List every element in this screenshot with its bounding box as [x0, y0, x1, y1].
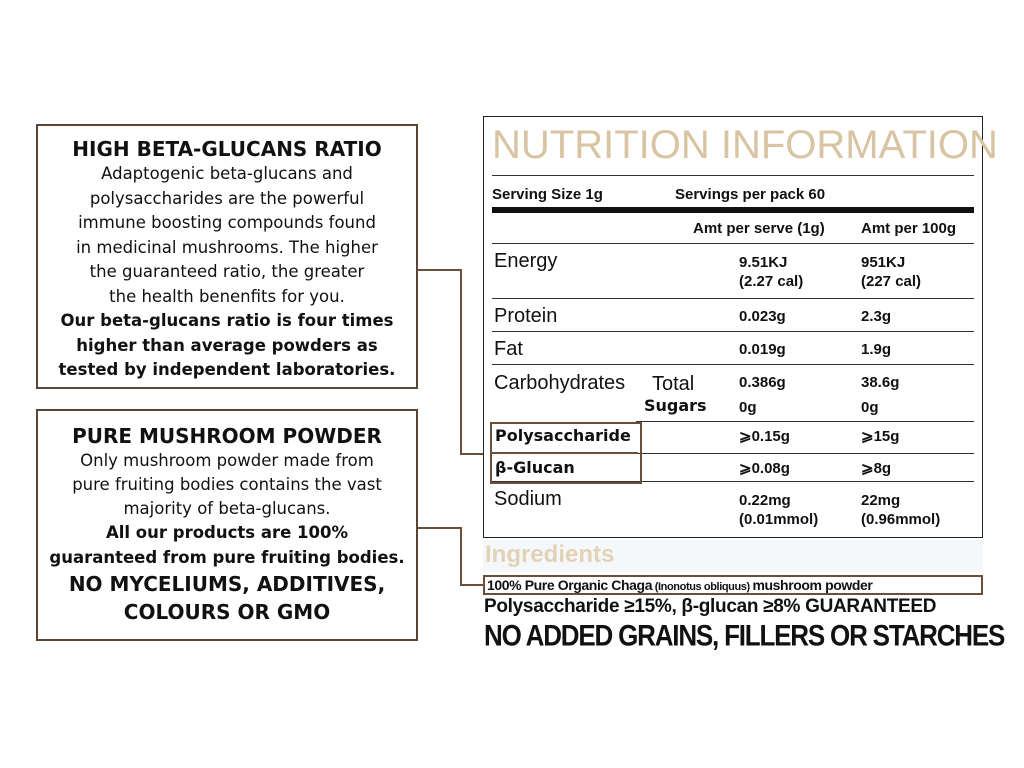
- energy-per100-cal: (227 cal): [861, 273, 922, 290]
- beta-text-line: polysaccharides are the powerful: [89, 188, 365, 208]
- energy-per100: 951KJ: [861, 254, 906, 271]
- glucan-per100: ⩾8g: [861, 460, 892, 477]
- row-label-beta-glucan: β-Glucan: [495, 458, 575, 477]
- ingredient-latin-name: (Inonotus obliquus): [652, 581, 753, 593]
- beta-text-line: the health benenfits for you.: [109, 286, 345, 306]
- ingredients-title: Ingredients: [485, 541, 615, 568]
- connector-line: [460, 584, 484, 586]
- connector-line: [418, 269, 462, 271]
- polysaccharide-per100: ⩾15g: [861, 428, 900, 445]
- energy-serve: 9.51KJ: [739, 254, 788, 271]
- carbs-total-label: Total: [652, 373, 695, 395]
- pure-powder-info-box: [36, 409, 418, 641]
- ingredient-name: 100% Pure Organic Chaga: [487, 577, 653, 593]
- sodium-per100-mmol: (0.96mmol): [861, 511, 941, 528]
- pure-text-line: Only mushroom powder made from: [80, 451, 374, 470]
- sodium-serve-mmol: (0.01mmol): [739, 511, 819, 528]
- divider: [492, 298, 974, 299]
- sodium-serve: 0.22mg: [739, 492, 791, 509]
- ingredients-main-line: [483, 575, 983, 595]
- pure-powder-title: PURE MUSHROOM POWDER: [72, 424, 382, 448]
- serving-size: Serving Size 1g: [492, 186, 603, 203]
- thick-divider: [492, 207, 974, 213]
- connector-line: [418, 527, 462, 529]
- pure-text-line: majority of beta-glucans.: [123, 499, 331, 518]
- row-label-protein: Protein: [494, 305, 558, 327]
- row-label-sodium: Sodium: [494, 488, 562, 510]
- connector-line: [460, 269, 462, 455]
- pure-text-line: pure fruiting bodies contains the vast: [72, 475, 382, 494]
- divider: [492, 331, 974, 332]
- beta-bold-line: higher than average powders as: [76, 335, 378, 355]
- beta-text-line: immune boosting compounds found: [78, 213, 376, 232]
- fat-per100: 1.9g: [861, 341, 892, 358]
- divider: [636, 421, 974, 422]
- beta-bold-line: tested by independent laboratories.: [58, 360, 396, 379]
- carbs-sugars-label: Sugars: [644, 396, 707, 415]
- carbs-per100: 38.6g: [861, 374, 900, 391]
- column-header-100g: Amt per 100g: [861, 220, 957, 237]
- beta-glucans-info-box: [36, 124, 418, 389]
- row-label-fat: Fat: [494, 338, 523, 360]
- no-additives-line: NO ADDED GRAINS, FILLERS OR STARCHES: [484, 618, 1005, 653]
- nutrition-panel: [483, 116, 998, 538]
- pure-caps-line: COLOURS OR GMO: [123, 600, 331, 624]
- sugars-per100: 0g: [861, 399, 879, 416]
- glucan-serve: ⩾0.08g: [739, 460, 790, 477]
- pure-bold-line: All our products are 100%: [105, 523, 349, 542]
- protein-per100: 2.3g: [861, 308, 892, 325]
- connector-line: [460, 527, 462, 586]
- beta-text-line: Adaptogenic beta-glucans and: [101, 164, 353, 183]
- polysaccharide-serve: ⩾0.15g: [739, 428, 790, 445]
- row-label-carbohydrates: Carbohydrates: [494, 372, 626, 394]
- fat-serve: 0.019g: [739, 341, 786, 358]
- nutrition-title: NUTRITION INFORMATION: [492, 123, 998, 167]
- pure-caps-line: NO MYCELIUMS, ADDITIVES,: [68, 572, 386, 596]
- carbs-serve: 0.386g: [739, 374, 786, 391]
- row-label-energy: Energy: [494, 250, 558, 272]
- beta-glucans-title: HIGH BETA-GLUCANS RATIO: [72, 137, 382, 161]
- ingredients-header: [483, 540, 983, 572]
- beta-text-line: in medicinal mushrooms. The higher: [76, 237, 378, 257]
- guarantee-line: Polysaccharide ≥15%, β-glucan ≥8% GUARANTEED: [484, 596, 937, 617]
- pure-bold-line: guaranteed from pure fruiting bodies.: [49, 547, 405, 567]
- sugars-serve: 0g: [739, 399, 757, 416]
- column-header-serve: Amt per serve (1g): [693, 220, 825, 237]
- beta-bold-line: Our beta-glucans ratio is four times: [60, 311, 394, 330]
- divider: [492, 243, 974, 244]
- ingredients-section: [483, 540, 1005, 653]
- divider: [492, 364, 974, 365]
- sodium-per100: 22mg: [861, 492, 901, 509]
- servings-per-pack: Servings per pack 60: [675, 186, 826, 203]
- protein-serve: 0.023g: [739, 308, 786, 325]
- ingredient-form: mushroom powder: [752, 577, 873, 593]
- energy-serve-cal: (2.27 cal): [739, 273, 804, 290]
- row-label-polysaccharide: Polysaccharide: [495, 426, 631, 445]
- beta-text-line: the guaranteed ratio, the greater: [89, 262, 365, 281]
- divider: [492, 175, 974, 176]
- highlight-divider: [492, 452, 638, 454]
